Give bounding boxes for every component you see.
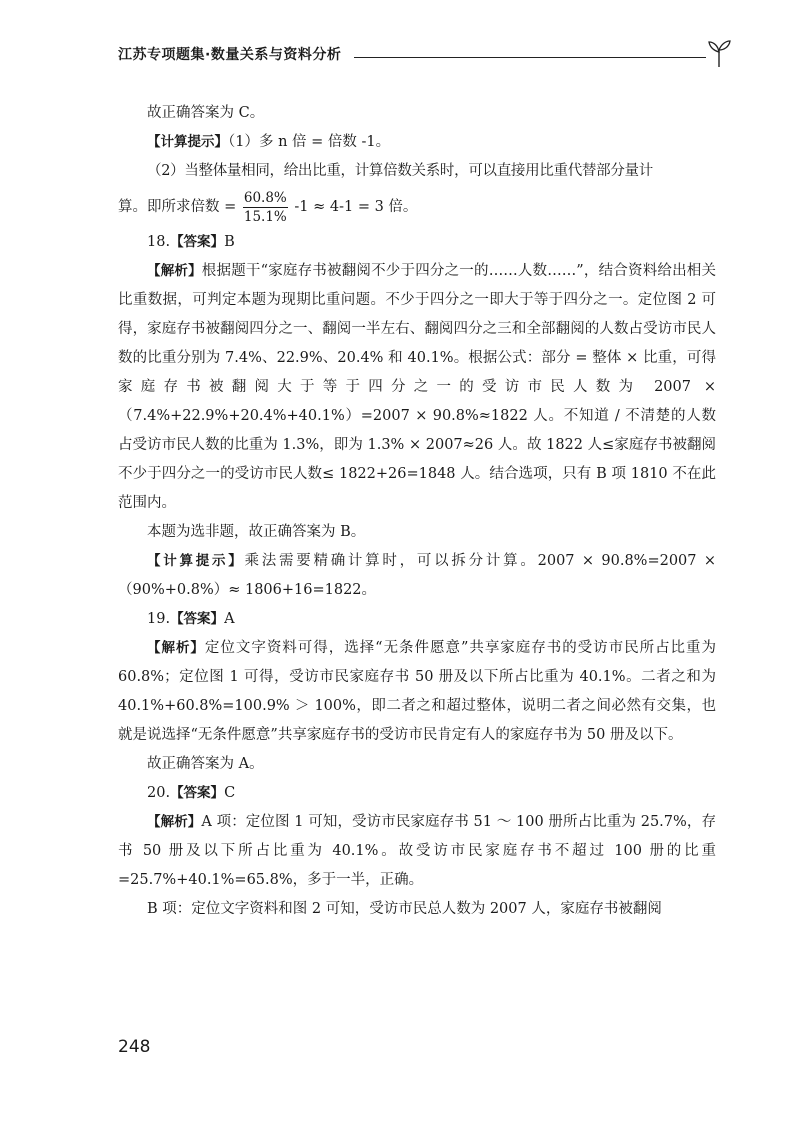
analysis-text: 定位文字资料可得，选择“无条件愿意”共享家庭存书的受访市民所占比重为 60.8%；定位图 1 可得，受访市民家庭存书 50 册及以下所占比重为 40.1%。二者之和为 40.1%+60.8%=100.9% ＞ 100%，即二者之和超过整体，说明二者之间必然有交集，也就是说选择“无条件愿意”共享家庭存书的受访市民肯定有人的家庭存书为 50 册及以下。 <box>118 640 717 743</box>
analysis-19 <box>118 634 716 750</box>
calc-tip-label: 【计算提示】 <box>147 134 228 150</box>
answer-heading-19 <box>118 605 716 634</box>
page-body <box>118 99 716 924</box>
formula-suffix: -1 ≈ 4-1 = 3 倍。 <box>294 199 418 215</box>
calc-tip-17-part2: （2）当整体量相同，给出比重，计算倍数关系时，可以直接用比重代替部分量计 <box>147 163 653 179</box>
analysis-label: 【解析】 <box>147 263 202 279</box>
analysis-20-option-b: B 项：定位文字资料和图 2 可知，受访市民总人数为 2007 人，家庭存书被翻阅 <box>147 901 662 917</box>
answer-heading-18 <box>118 228 716 257</box>
calc-tip-18 <box>118 547 716 605</box>
analysis-label: 【解析】 <box>147 814 202 830</box>
calc-tip-label: 【计算提示】 <box>147 553 245 569</box>
calc-tip-17 <box>118 128 716 157</box>
answer-value: A <box>224 611 235 627</box>
analysis-text: 根据题干“家庭存书被翻阅不少于四分之一的……人数……”，结合资料给出相关比重数据，可判定本题为现期比重问题。不少于四分之一即大于等于四分之一。定位图 2 可得，家庭存书被翻阅四分之一、翻阅一半左右、翻阅四分之三和全部翻阅的人数占受访市民人数的比重分别为 7.4%、22.9%、20.4% 和 40.1%。根据公式：部分 = 整体 × 比重，可得家庭存书被翻阅大于等于四分之一的受访市民人数为 2007 ×（7.4%+22.9%+20.4%+40.1%）=2007 × 90.8%≈1822 人。不知道 / 不清楚的人数占受访市民人数的比重为 1.3%，即为 1.3% × 2007≈26 人。故 1822 人≤家庭存书被翻阅不少于四分之一的受访市民人数≤ 1822+26=1848 人。结合选项，只有 B 项 1810 不在此范围内。 <box>118 263 716 511</box>
answer-label: 【答案】 <box>170 785 225 801</box>
answer-label: 【答案】 <box>170 234 225 250</box>
analysis-20 <box>118 808 716 895</box>
formula-prefix: 算。即所求倍数 = <box>118 199 237 215</box>
formula-line <box>118 186 716 228</box>
header-rule <box>354 57 706 58</box>
answer-value: B <box>224 234 235 250</box>
page-number: 248 <box>118 1037 151 1057</box>
answer-label: 【答案】 <box>170 611 225 627</box>
answer-conclusion-17: 故正确答案为 C。 <box>147 105 265 121</box>
fraction <box>243 189 288 226</box>
analysis-18 <box>118 257 716 518</box>
header-title: 江苏专项题集·数量关系与资料分析 <box>118 47 342 63</box>
question-number: 18. <box>147 234 171 250</box>
answer-conclusion-18: 本题为选非题，故正确答案为 B。 <box>147 524 366 540</box>
running-header <box>118 38 728 68</box>
analysis-text: A 项：定位图 1 可知，受访市民家庭存书 51 ～ 100 册所占比重为 25.7%，存书 50 册及以下所占比重为 40.1%。故受访市民家庭存书不超过 100 册的比重 =25.7%+40.1%=65.8%，多于一半，正确。 <box>118 814 716 888</box>
answer-conclusion-19: 故正确答案为 A。 <box>147 756 264 772</box>
calc-tip-text: （1）多 n 倍 = 倍数 -1。 <box>228 134 391 150</box>
sprout-icon <box>706 38 732 68</box>
fraction-numerator: 60.8% <box>243 189 287 206</box>
analysis-label: 【解析】 <box>147 640 205 656</box>
question-number: 19. <box>147 611 171 627</box>
answer-value: C <box>224 785 236 801</box>
answer-heading-20 <box>118 779 716 808</box>
calc-tip-text: 乘法需要精确计算时，可以拆分计算。2007 × 90.8%=2007 ×（90%+0.8%）≈ 1806+16=1822。 <box>118 553 717 598</box>
question-number: 20. <box>147 785 171 801</box>
fraction-denominator: 15.1% <box>243 208 287 225</box>
